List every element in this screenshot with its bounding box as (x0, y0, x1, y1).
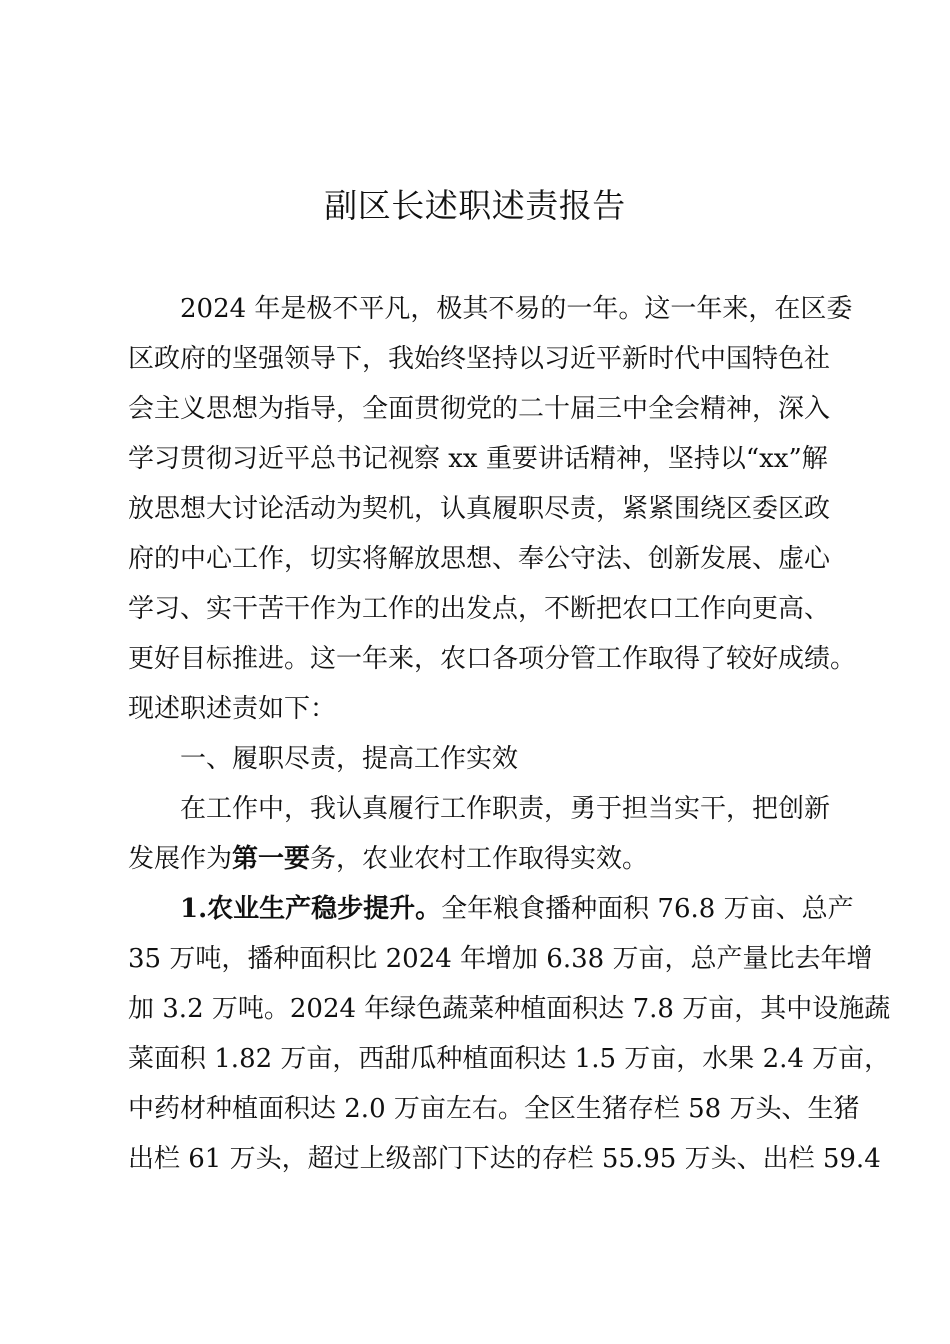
intro-line: 更好目标推进。这一年来，农口各项分管工作取得了较好成绩。 (128, 644, 857, 674)
document-title: 副区长述职述责报告 (324, 186, 626, 225)
intro-line: 府的中心工作，切实将解放思想、奉公守法、创新发展、虚心 (128, 544, 831, 574)
intro-line: 会主义思想为指导，全面贯彻党的二十届三中全会精神，深入 (128, 394, 831, 424)
item-1-text: 全年粮食播种面积 76.8 万亩、总产 (441, 894, 854, 924)
section-heading: 一、履职尽责，提高工作实效 (180, 744, 519, 774)
intro-line: 现述职述责如下： (128, 694, 337, 724)
item-1-line: 中药材种植面积达 2.0 万亩左右。全区生猪存栏 58 万头、生猪 (128, 1094, 860, 1124)
section-text: 务，农业农村工作取得实效。 (310, 844, 649, 874)
intro-line: 放思想大讨论活动为契机，认真履职尽责，紧紧围绕区委区政 (128, 494, 831, 524)
bold-emphasis: 第一要 (232, 844, 311, 874)
item-1-heading: 1.农业生产稳步提升。 (180, 894, 442, 924)
item-1-line: 35 万吨，播种面积比 2024 年增加 6.38 万亩，总产量比去年增 (128, 944, 873, 974)
section-paragraph-line: 在工作中，我认真履行工作职责，勇于担当实干，把创新 (180, 794, 831, 824)
item-1-line: 菜面积 1.82 万亩，西甜瓜种植面积达 1.5 万亩，水果 2.4 万亩， (128, 1044, 891, 1074)
document-body (128, 284, 891, 1184)
intro-line: 区政府的坚强领导下，我始终坚持以习近平新时代中国特色社 (128, 344, 831, 374)
intro-line: 学习、实干苦干作为工作的出发点，不断把农口工作向更高、 (128, 594, 831, 624)
intro-line: 学习贯彻习近平总书记视察 xx 重要讲话精神，坚持以“xx”解 (128, 444, 828, 474)
intro-line: 2024 年是极不平凡，极其不易的一年。这一年来，在区委 (180, 294, 853, 324)
item-1-first-line (128, 884, 854, 934)
item-1-line: 加 3.2 万吨。2024 年绿色蔬菜种植面积达 7.8 万亩，其中设施蔬 (128, 994, 891, 1024)
section-text: 发展作为 (128, 844, 233, 874)
item-1-line: 出栏 61 万头，超过上级部门下达的存栏 55.95 万头、出栏 59.4 (128, 1144, 881, 1174)
section-paragraph-line (128, 834, 836, 884)
